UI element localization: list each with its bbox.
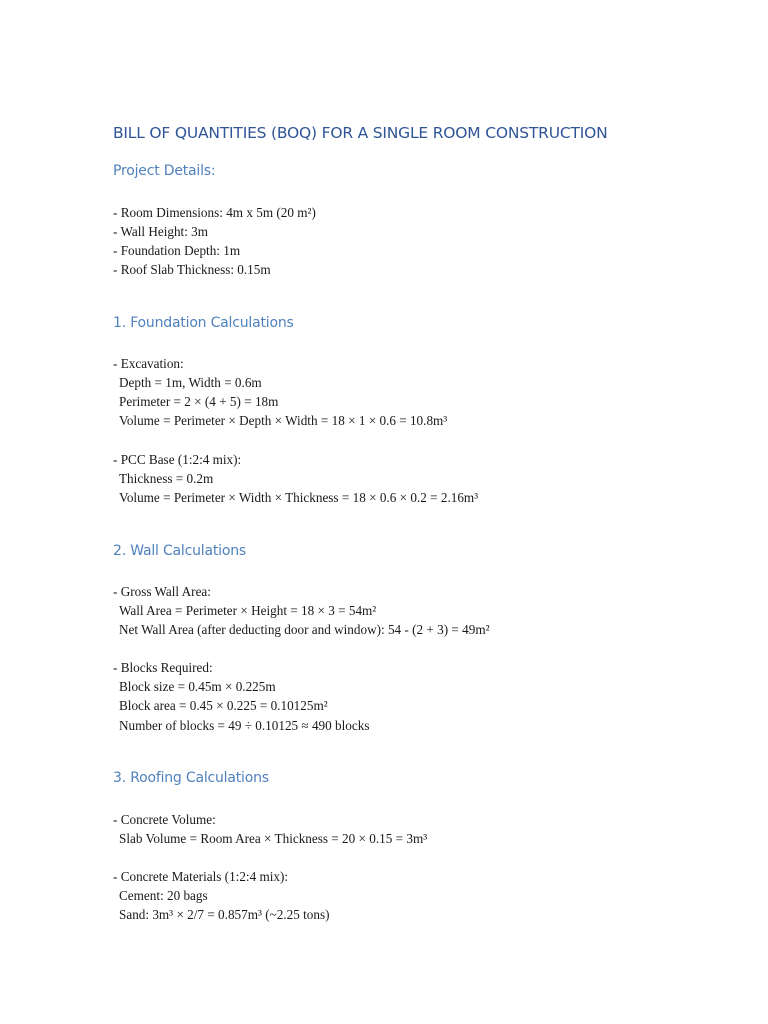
wall-heading: 2. Wall Calculations — [113, 543, 246, 559]
pcc-base-label: - PCC Base (1:2:4 mix): — [113, 452, 242, 467]
blocks-required-line: Number of blocks = 49 ÷ 0.10125 ≈ 490 blocks — [119, 718, 370, 733]
excavation-label: - Excavation: — [113, 356, 184, 371]
excavation-line: Depth = 1m, Width = 0.6m — [119, 375, 262, 390]
concrete-materials-line: Sand: 3m³ × 2/7 = 0.857m³ (~2.25 tons) — [119, 907, 330, 922]
excavation-line: Volume = Perimeter × Depth × Width = 18 × 1 × 0.6 = 10.8m³ — [119, 413, 448, 428]
gross-wall-area-label: - Gross Wall Area: — [113, 584, 211, 599]
concrete-volume-line: Slab Volume = Room Area × Thickness = 20 × 0.15 = 3m³ — [119, 831, 428, 846]
roofing-heading: 3. Roofing Calculations — [113, 770, 269, 786]
gross-wall-area-line: Net Wall Area (after deducting door and window): 54 - (2 + 3) = 49m² — [119, 622, 490, 637]
project-detail-foundation-depth: - Foundation Depth: 1m — [113, 243, 241, 258]
concrete-materials-label: - Concrete Materials (1:2:4 mix): — [113, 869, 289, 884]
blocks-required-line: Block area = 0.45 × 0.225 = 0.10125m² — [119, 698, 328, 713]
blocks-required-label: - Blocks Required: — [113, 660, 213, 675]
blocks-required-line: Block size = 0.45m × 0.225m — [119, 679, 276, 694]
pcc-base-line: Volume = Perimeter × Width × Thickness = 18 × 0.6 × 0.2 = 2.16m³ — [119, 490, 479, 505]
concrete-volume-label: - Concrete Volume: — [113, 812, 216, 827]
concrete-materials-line: Cement: 20 bags — [119, 888, 208, 903]
excavation-line: Perimeter = 2 × (4 + 5) = 18m — [119, 394, 279, 409]
project-details-heading: Project Details: — [113, 163, 216, 179]
project-detail-roof-slab: - Roof Slab Thickness: 0.15m — [113, 262, 271, 277]
project-detail-room-dimensions: - Room Dimensions: 4m x 5m (20 m²) — [113, 205, 316, 220]
foundation-heading: 1. Foundation Calculations — [113, 315, 294, 331]
document-title: BILL OF QUANTITIES (BOQ) FOR A SINGLE ROOM CONSTRUCTION — [113, 124, 608, 142]
pcc-base-line: Thickness = 0.2m — [119, 471, 214, 486]
project-detail-wall-height: - Wall Height: 3m — [113, 224, 209, 239]
gross-wall-area-line: Wall Area = Perimeter × Height = 18 × 3 = 54m² — [119, 603, 377, 618]
